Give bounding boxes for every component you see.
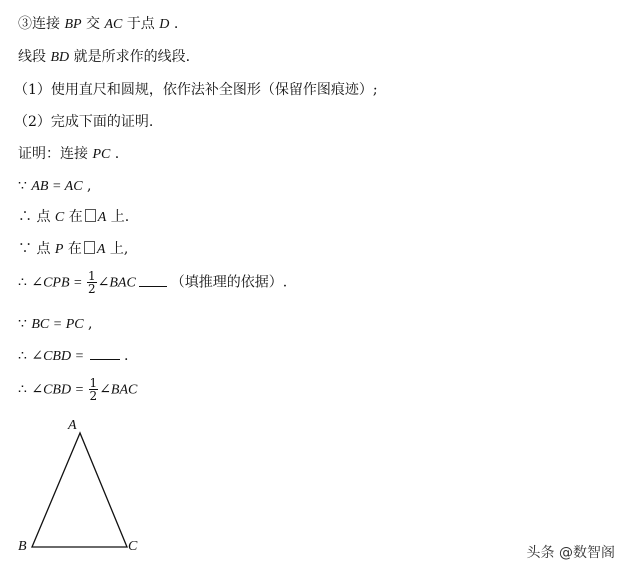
math-angle-bac: ∠BAC (99, 382, 138, 398)
math-c: C (54, 210, 65, 225)
vertex-label-b: B (18, 539, 27, 554)
math-ac: AC (104, 17, 123, 32)
because-text: ∵ 点 (18, 241, 55, 257)
step-text: 连接 (32, 16, 65, 32)
line-end: , (83, 316, 93, 332)
task-2: （2）完成下面的证明. (14, 114, 154, 130)
line-end: 上, (105, 241, 129, 257)
therefore-text: ∴ 点 (18, 209, 55, 225)
step-marker: ③ (18, 16, 32, 32)
watermark: 头条 @数智阁 (526, 545, 615, 561)
therefore-symbol: ∴ (18, 348, 32, 364)
line-end: . (119, 348, 129, 364)
fraction-denominator: 2 (89, 389, 98, 403)
math-a: A (96, 242, 106, 257)
fraction-numerator: 1 (89, 376, 98, 390)
step-text: 于点 (122, 16, 160, 32)
proof-text: 证明：连接 (18, 146, 93, 162)
line-mid: 在 (63, 241, 82, 257)
math-d: D (159, 17, 170, 32)
line-mid: 在 (64, 209, 83, 225)
triangle-abc (32, 433, 127, 547)
segment-text: 线段 (18, 49, 51, 65)
reason-note: （填推理的依据）. (170, 274, 288, 291)
math-a: A (97, 210, 107, 225)
math-p: P (54, 242, 64, 257)
math-angle-cpb: ∠CPB = (31, 275, 86, 291)
proof-end: . (110, 146, 120, 162)
math-angle-cbd: ∠CBD = (31, 382, 88, 398)
math-angle-cbd: ∠CBD = (31, 349, 88, 364)
math-bp: BP (64, 17, 82, 32)
therefore-symbol: ∴ (18, 381, 32, 398)
because-symbol: ∵ (18, 178, 32, 194)
therefore-symbol: ∴ (18, 274, 32, 291)
math-pc: PC (92, 147, 111, 162)
math-bc-eq-pc: BC = PC (31, 317, 84, 332)
segment-text: 就是所求作的线段. (69, 49, 191, 65)
fraction-denominator: 2 (87, 282, 96, 296)
step-end: . (169, 16, 179, 32)
vertex-label-a: A (68, 418, 77, 433)
because-symbol: ∵ (18, 316, 32, 332)
math-angle-bac: ∠BAC (97, 275, 136, 291)
line-end: , (82, 178, 92, 194)
line-end: 上. (106, 209, 130, 225)
fraction-numerator: 1 (87, 269, 96, 283)
task-1: （1）使用直尺和圆规，依作法补全图形（保留作图痕迹）; (14, 82, 378, 98)
vertex-label-c: C (128, 539, 138, 554)
step-text: 交 (81, 16, 105, 32)
math-ab-eq-ac: AB = AC (31, 179, 83, 194)
math-bd: BD (50, 50, 70, 65)
